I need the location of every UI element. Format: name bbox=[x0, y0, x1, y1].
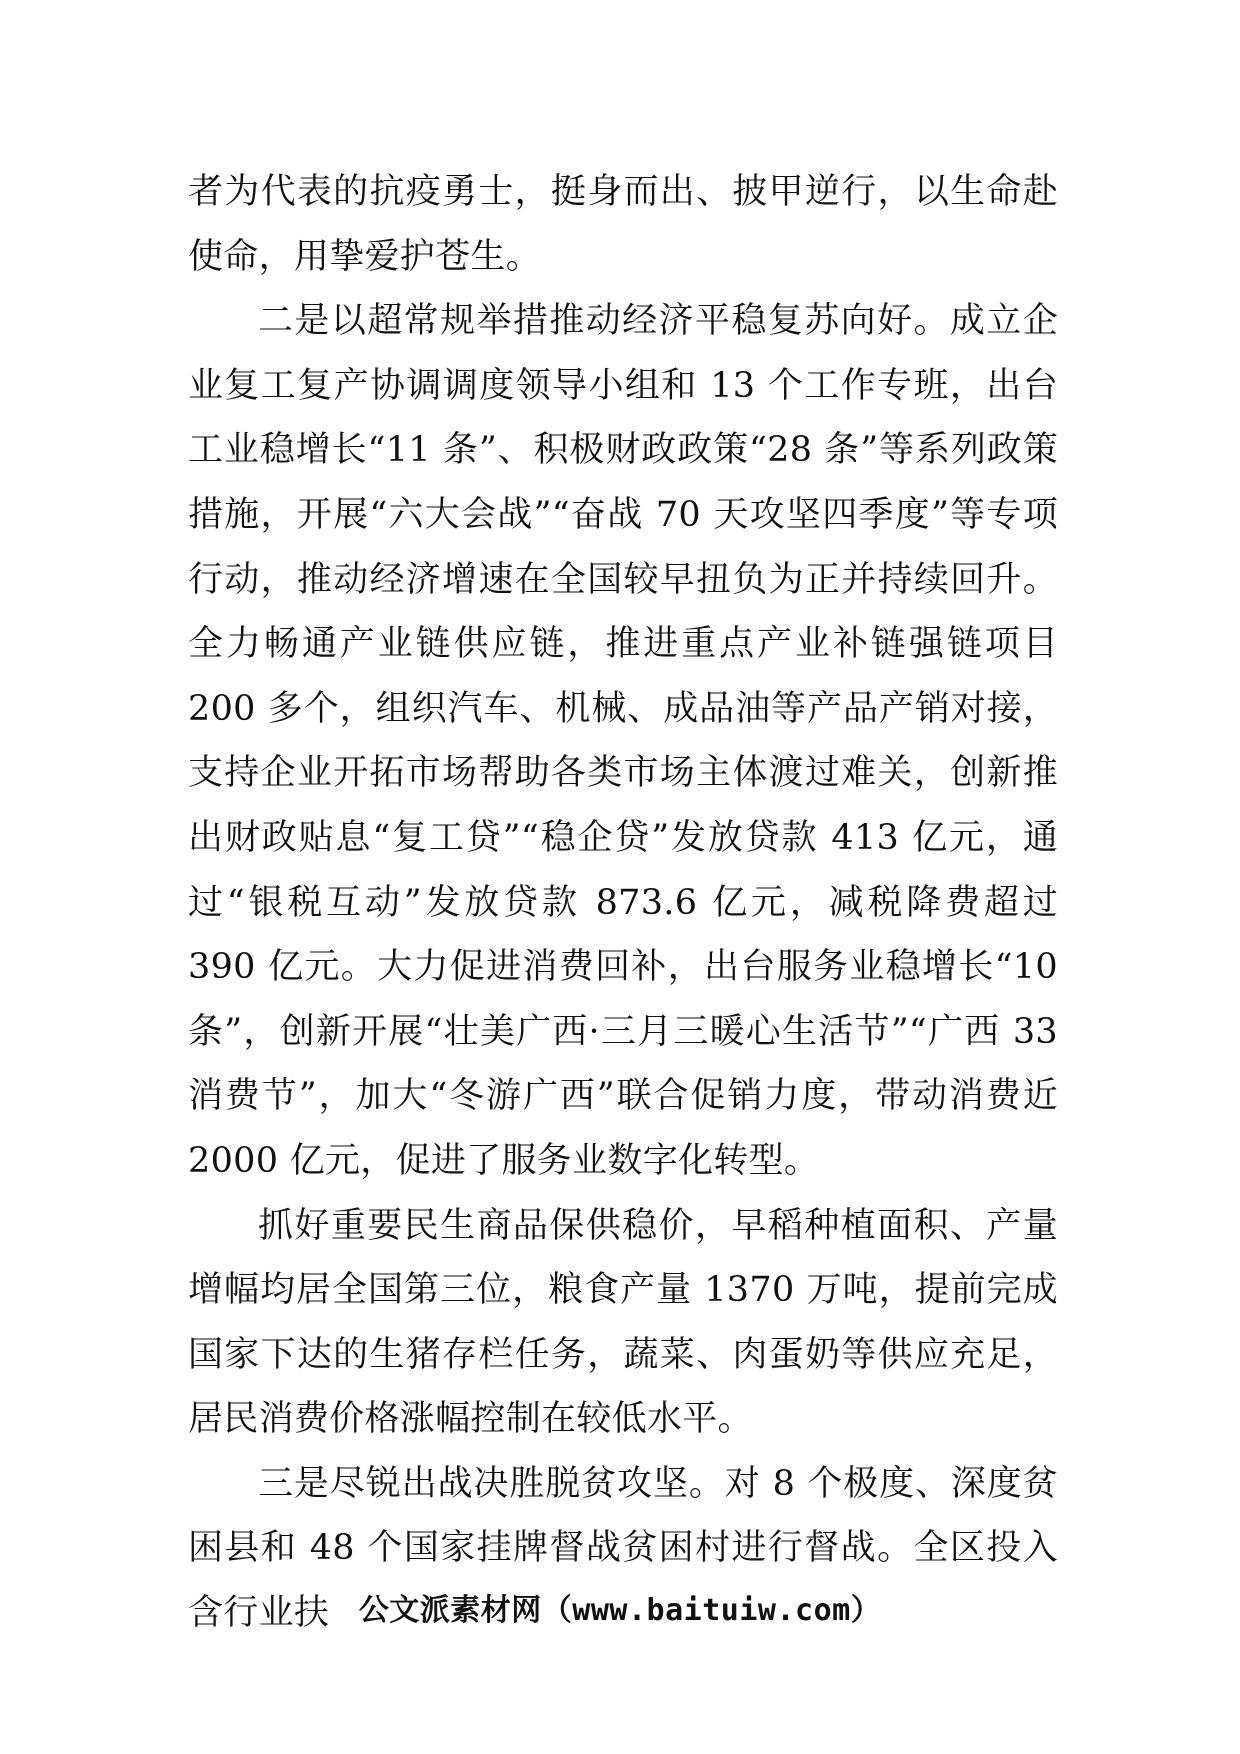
paragraph-3: 抓好重要民生商品保供稳价，早稻种植面积、产量增幅均居全国第三位，粮食产量 1370 万吨，提前完成国家下达的生猪存栏任务，蔬菜、肉蛋奶等供应充足，居民消费价格涨幅控制在较低水平。 bbox=[188, 1205, 1058, 1440]
document-body bbox=[188, 160, 1058, 1646]
paragraph-1: 者为代表的抗疫勇士，挺身而出、披甲逆行，以生命赴使命，用挚爱护苍生。 bbox=[188, 172, 1058, 277]
page-footer-source: 公文派素材网（www.baituiw.com） bbox=[358, 1593, 882, 1628]
paragraph-4: 三是尽锐出战决胜脱贫攻坚。对 8 个极度、深度贫困县和 48 个国家挂牌督战贫困村进行督战。全区投入含行业扶 bbox=[188, 1463, 1058, 1634]
paragraph-2: 二是以超常规举措推动经济平稳复苏向好。成立企业复工复产协调调度领导小组和 13 个工作专班，出台工业稳增长“11 条”、积极财政政策“28 条”等系列政策措施，开展“六大会战”“奋战 70 天攻坚四季度”等专项行动，推动经济增速在全国较早扭负为正并持续回升。全力畅通产业链供应链，推进重点产业补链强链项目 200 多个，组织汽车、机械、成品油等产品产销对接，支持企业开拓市场帮助各类市场主体渡过难关，创新推出财政贴息“复工贷”“稳企贷”发放贷款 413 亿元，通过“银税互动”发放贷款 873.6 亿元，减税降费超过 390 亿元。大力促进消费回补，出台服务业稳增长“10 条”，创新开展“壮美广西·三月三暖心生活节”“广西 33 消费节”，加大“冬游广西”联合促销力度，带动消费近 2000 亿元，促进了服务业数字化转型。 bbox=[188, 301, 1058, 1181]
